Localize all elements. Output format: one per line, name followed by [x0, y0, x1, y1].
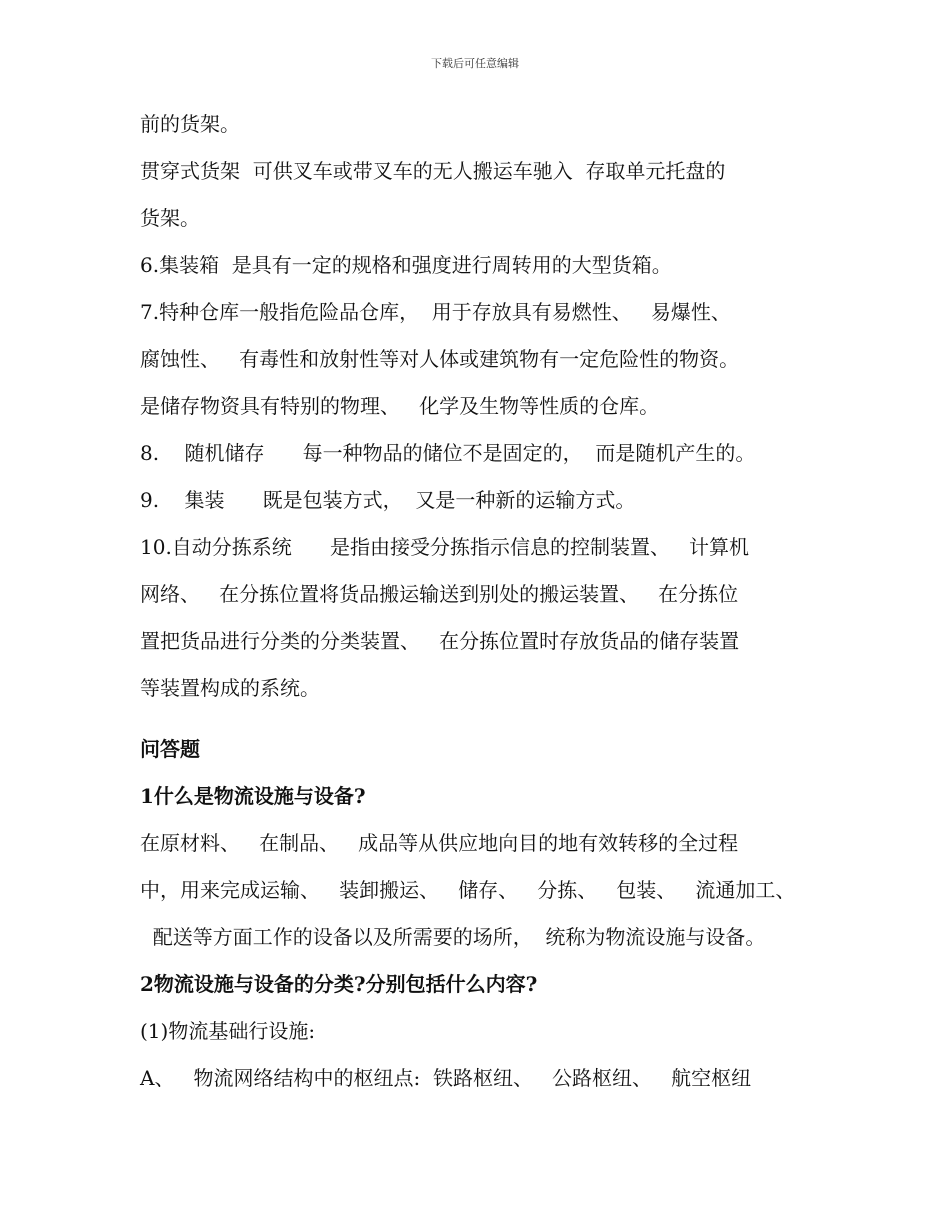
body-line: 置把货品进行分类的分类装置、 在分拣位置时存放货品的储存装置 [140, 629, 740, 653]
question-title: 2物流设施与设备的分类?分别包括什么内容? [140, 972, 538, 996]
section-spacer [140, 712, 830, 726]
document-body [140, 101, 830, 1102]
section-title: 问答题 [140, 737, 200, 761]
body-line: 9. 集装 既是包装方式， 又是一种新的运输方式。 [140, 488, 636, 512]
page-header: 下载后可任意编辑 [431, 57, 519, 70]
body-line: 网络、 在分拣位置将货品搬运输送到别处的搬运装置、 在分拣位 [140, 582, 739, 606]
body-line: 8. 随机储存 每一种物品的储位不是固定的， 而是随机产生的。 [140, 441, 756, 465]
body-line: 是储存物资具有特别的物理、 化学及生物等性质的仓库。 [140, 394, 660, 418]
body-line: 腐蚀性、 有毒性和放射性等对人体或建筑物有一定危险性的物资。 [140, 347, 740, 371]
answer-line: A、 物流网络结构中的枢纽点: 铁路枢纽、 公路枢纽、 航空枢纽 [140, 1066, 752, 1090]
answer-line: 配送等方面工作的设备以及所需要的场所， 统称为物流设施与设备。 [140, 925, 766, 949]
question-title: 1什么是物流设施与设备? [140, 784, 366, 808]
body-line: 7.特种仓库一般指危险品仓库， 用于存放具有易燃性、 易爆性、 [140, 300, 731, 324]
body-line: 贯穿式货架 可供叉车或带叉车的无人搬运车驰入 存取单元托盘的 [140, 159, 726, 183]
body-line: 前的货架。 [140, 112, 240, 136]
body-line: 10.自动分拣系统 是指由接受分拣指示信息的控制装置、 计算机 [140, 535, 750, 559]
answer-line: 中，用来完成运输、 装卸搬运、 储存、 分拣、 包装、 流通加工、 [140, 878, 796, 902]
body-line: 等装置构成的系统。 [140, 676, 320, 700]
body-line: 货架。 [140, 206, 200, 230]
answer-line: 在原材料、 在制品、 成品等从供应地向目的地有效转移的全过程 [140, 831, 739, 855]
body-line: 6.集装箱 是具有一定的规格和强度进行周转用的大型货箱。 [140, 253, 672, 277]
answer-line: (1)物流基础行设施: [140, 1019, 316, 1043]
